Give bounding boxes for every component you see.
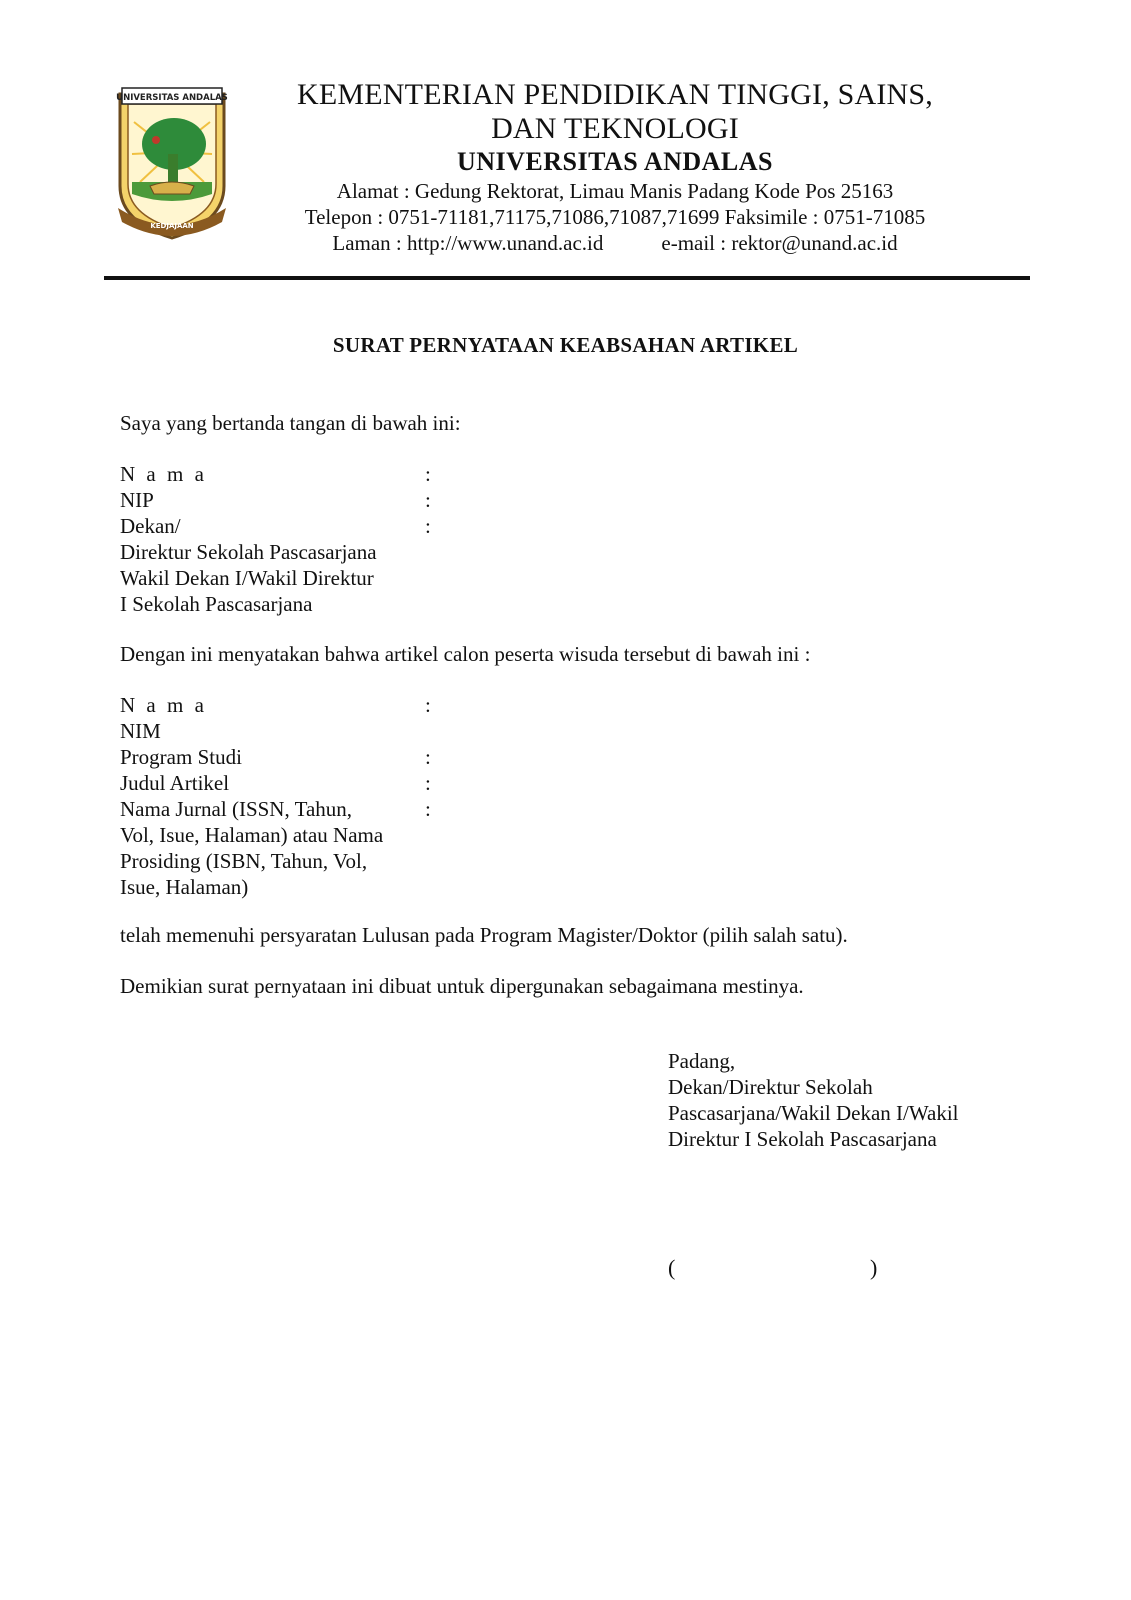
website-link[interactable]: Laman : http://www.unand.ac.id (332, 231, 604, 255)
field-row (120, 796, 431, 822)
field-label: Direktur Sekolah Pascasarjana (120, 540, 377, 564)
field-label: Isue, Halaman) (120, 875, 249, 899)
field-row (120, 487, 431, 513)
closing-paragraph: Demikian surat pernyataan ini dibuat untuk dipergunakan sebagaimana mestinya. (120, 974, 804, 998)
field-row (120, 718, 410, 744)
university-logo (110, 82, 234, 244)
logo-banner-text: UNIVERSITAS ANDALAS (116, 93, 228, 103)
field-label: Program Studi (120, 745, 242, 769)
field-label: Prosiding (ISBN, Tahun, Vol, (120, 849, 368, 873)
field-colon: : (425, 693, 431, 717)
ministry-name-line2: DAN TEKNOLOGI (491, 112, 739, 145)
email-link[interactable]: e-mail : rektor@unand.ac.id (661, 231, 898, 255)
address-line: Alamat : Gedung Rektorat, Limau Manis Padang Kode Pos 25163 (336, 179, 894, 203)
signature-place: Padang, (668, 1049, 736, 1073)
logo-motto-text: KEDJAJAAN (150, 222, 194, 230)
field-label: I Sekolah Pascasarjana (120, 592, 313, 616)
field-row (120, 692, 431, 718)
field-colon: : (425, 771, 431, 795)
student-fields (120, 692, 431, 900)
field-row (120, 822, 410, 848)
field-label: Nama Jurnal (ISSN, Tahun, (120, 797, 353, 821)
letterhead (255, 78, 975, 256)
letterhead-divider (104, 276, 1030, 280)
field-label: Vol, Isue, Halaman) atau Nama (120, 823, 384, 847)
field-label: N a m a (120, 693, 207, 717)
requirement-paragraph: telah memenuhi persyaratan Lulusan pada Program Magister/Doktor (pilih salah satu). (120, 923, 848, 947)
field-row (120, 513, 431, 539)
signature-role-line3: Direktur I Sekolah Pascasarjana (668, 1127, 937, 1151)
signature-close-paren: ) (870, 1255, 878, 1280)
field-colon: : (425, 797, 431, 821)
signature-role-line1: Dekan/Direktur Sekolah (668, 1075, 873, 1099)
field-label: NIM (120, 719, 161, 743)
field-label: NIP (120, 488, 154, 512)
signature-role-line2: Pascasarjana/Wakil Dekan I/Wakil (668, 1101, 959, 1125)
signer-fields (120, 461, 431, 617)
field-row (120, 874, 410, 900)
statement-paragraph: Dengan ini menyatakan bahwa artikel calon peserta wisuda tersebut di bawah ini : (120, 642, 811, 666)
field-row (120, 461, 431, 487)
field-row (120, 770, 431, 796)
signature-block (668, 1048, 959, 1152)
intro-paragraph: Saya yang bertanda tangan di bawah ini: (120, 411, 461, 435)
university-emblem-icon (110, 82, 234, 244)
field-label: Judul Artikel (120, 771, 230, 795)
field-colon: : (425, 462, 431, 486)
field-row (120, 848, 410, 874)
signature-open-paren: ( (668, 1255, 676, 1280)
field-label: Dekan/ (120, 514, 181, 538)
field-row (120, 591, 410, 617)
field-label: Wakil Dekan I/Wakil Direktur (120, 566, 374, 590)
field-colon: : (425, 488, 431, 512)
university-name: UNIVERSITAS ANDALAS (456, 147, 774, 176)
document-title: SURAT PERNYATAAN KEABSAHAN ARTIKEL (332, 333, 799, 357)
field-colon: : (425, 514, 431, 538)
field-row (120, 744, 431, 770)
ministry-name-line1: KEMENTERIAN PENDIDIKAN TINGGI, SAINS, (297, 78, 933, 111)
field-row (120, 539, 410, 565)
contact-line (255, 230, 975, 256)
field-label: N a m a (120, 462, 207, 486)
field-row (120, 565, 410, 591)
field-colon: : (425, 745, 431, 769)
phone-line: Telepon : 0751-71181,71175,71086,71087,71699 Faksimile : 0751-71085 (304, 205, 926, 229)
